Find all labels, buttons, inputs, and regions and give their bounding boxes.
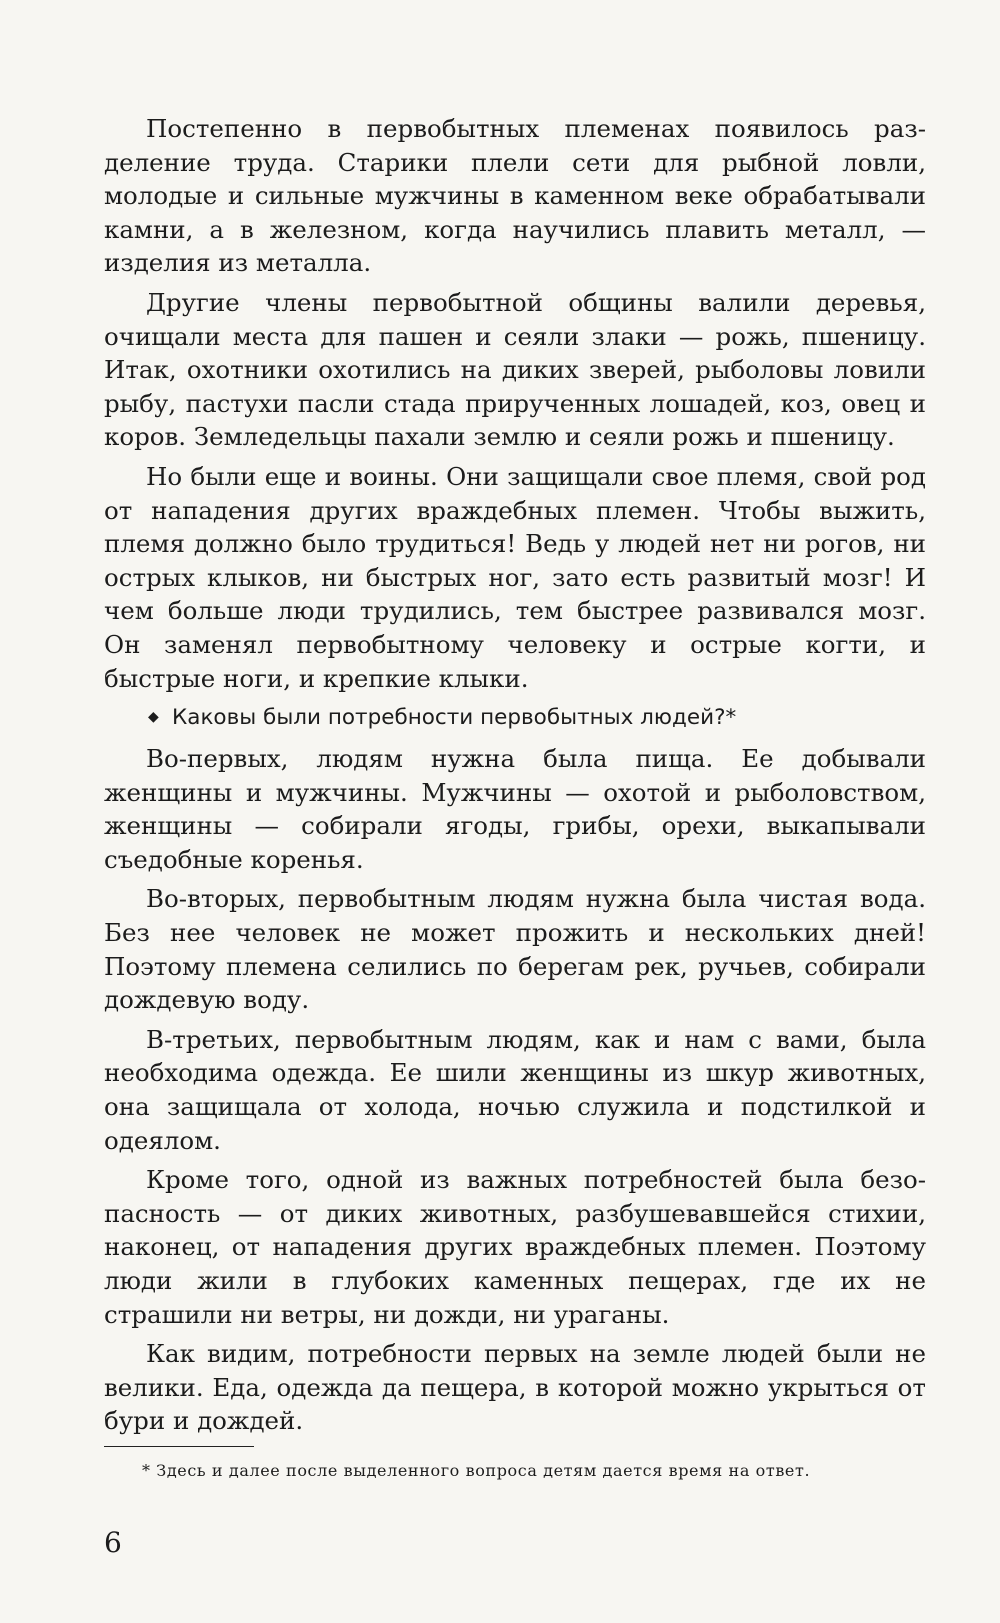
- footnote: * Здесь и далее после выделенного вопроса детям дается время на ответ.: [142, 1461, 811, 1480]
- paragraph-water: Во-вторых, первобытным людям нужна была чистая вода. Без нее человек не может прожить и нескольких дней! Поэтому племена селились по берегам рек, ручьев, собирали дождевую воду.: [104, 884, 926, 1015]
- paragraph-food: Во-первых, людям нужна была пища. Ее добывали женщины и мужчины. Мужчины — охотой и рыболовством, женщины — собирали ягоды, грибы, орехи, выкапывали съедобные коренья.: [104, 744, 926, 874]
- paragraph-clothing: В-третьих, первобытным людям, как и нам с вами, была необходима одежда. Ее шили женщины из шкур животных, она защищала от холода, ночью служила и подстилкой и одеялом.: [104, 1024, 926, 1155]
- paragraph-conclusion: Как видим, потребности первых на земле людей были не велики. Еда, одежда да пещера, в которой можно укрыться от бури и дождей.: [104, 1339, 926, 1436]
- paragraph-division-of-labor: Постепенно в первобытных племенах появилось разделение труда. Старики плели сети для рыбной ловли, молодые и сильные мужчины в каменном веке обрабатывали камни, а в железном, когда научились плавить металл, — изделия из металла.: [104, 114, 926, 278]
- paragraph-warriors: Но были еще и воины. Они защищали свое племя, свой род от нападения других враждебных племен. Чтобы выжить, племя должно было трудиться! Ведь у людей нет ни рогов, ни острых клыков, ни быстрых ног, зато есть развитый мозг! И чем больше люди трудились, тем быстрее развивался мозг. Он заменял первобытному человеку и острые когти, и быстрые ноги, и крепкие клыки.: [104, 461, 926, 693]
- question-text: Каковы были потребности первобытных людей?*: [172, 705, 737, 731]
- footnote-divider: [104, 1446, 254, 1447]
- diamond-bullet-icon: ◆: [148, 709, 159, 726]
- page-body: [104, 112, 926, 1444]
- paragraph-safety: Кроме того, одной из важных потребностей была безопасность — от диких животных, разбушевавшейся стихии, наконец, от нападения других враждебных племен. Поэтому люди жили в глубоких каменных пещерах, где их не страшили ни ветры, ни дожди, ни ураганы.: [104, 1165, 926, 1329]
- paragraph-community-members: Другие члены первобытной общины валили деревья, очищали места для пашен и сеяли злаки — рожь, пшеницу. Итак, охотники охотились на диких зверей, рыболовы ловили рыбу, пастухи пасли стада прирученных лошадей, коз, овец и коров. Земледельцы пахали землю и сеяли рожь и пшеницу.: [104, 287, 926, 452]
- page-number: 6: [104, 1526, 122, 1559]
- highlighted-question: [104, 701, 926, 734]
